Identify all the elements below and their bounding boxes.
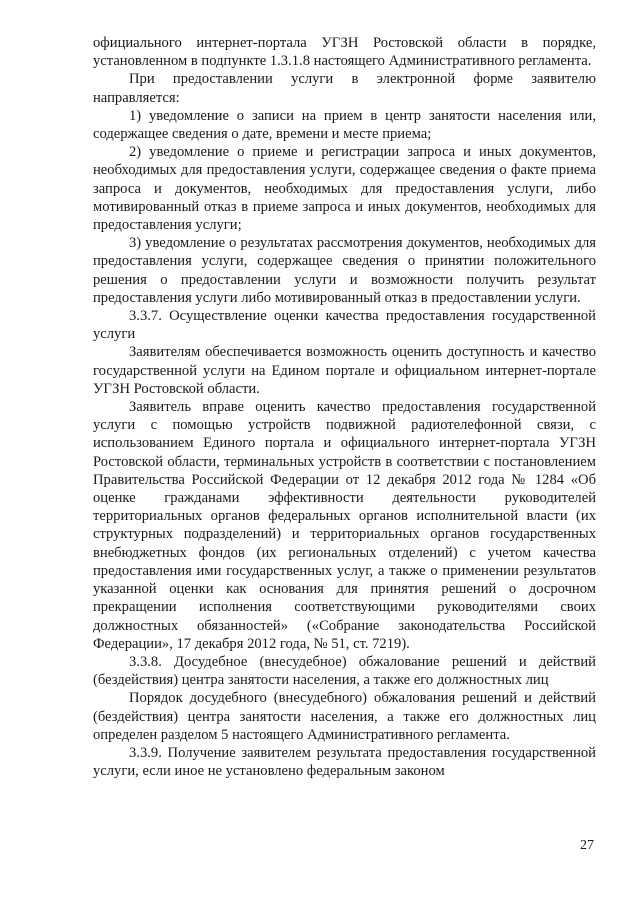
paragraph-2: При предоставлении услуги в электронной форме заявителю направляется:: [93, 71, 596, 106]
page-number: 27: [580, 838, 594, 853]
paragraph-8: Заявитель вправе оценить качество предоставления государственной услуги с помощью устройств подвижной радиотелефонной связи, с использованием Единого портала и официального интернет-портала УГЗН Ростовской области, терминальных устройств в соответствии с постановлением Правительства Российской Федерации от 12 декабря 2012 года № 1284 «Об оценке гражданами эффективности деятельности руководителей территориальных органов федеральных органов исполнительной власти (их структурных подразделений) и территориальных органов государственных внебюджетных фондов (их региональных отделений) с учетом качества предоставления ими государственных услуг, а также о применении результатов указанной оценки как основания для принятия решений о досрочном прекращении исполнения соответствующими руководителями своих должностных обязанностей» («Собрание законодательства Российской Федерации», 17 декабря 2012 года, № 51, ст. 7219).: [93, 399, 596, 652]
section-heading-3-3-8: 3.3.8. Досудебное (внесудебное) обжалование решений и действий (бездействия) центра занятости населения, а также его должностных лиц: [93, 653, 596, 689]
paragraph-3: 1) уведомление о записи на прием в центр занятости населения или, содержащее сведения о дате, времени и месте приема;: [93, 107, 596, 143]
section-heading-3-3-9: 3.3.9. Получение заявителем результата предоставления государственной услуги, если иное не установлено федеральным законом: [93, 744, 596, 780]
section-heading-3-3-7: 3.3.7. Осуществление оценки качества предоставления государственной услуги: [93, 308, 596, 343]
document-body: [93, 34, 596, 780]
paragraph-4: 2) уведомление о приеме и регистрации запроса и иных документов, необходимых для предоставления услуги, содержащее сведения о факте приема запроса и документов, необходимых для предоставления услуги, либо мотивированный отказ в приеме запроса и иных документов, необходимых для предоставления услуги;: [93, 144, 596, 234]
paragraph-1: официального интернет-портала УГЗН Ростовской области в порядке, установленном в подпункте 1.3.1.8 настоящего Административного регламента.: [93, 35, 596, 70]
paragraph-7: Заявителям обеспечивается возможность оценить доступность и качество государственной услуги на Едином портале и официальном интернет-портале УГЗН Ростовской области.: [93, 344, 596, 397]
paragraph-5: 3) уведомление о результатах рассмотрения документов, необходимых для предоставления услуги, содержащее сведения о принятии положительного решения о предоставлении услуги и возможности получить результат предоставления услуги либо мотивированный отказ в предоставлении услуги.: [93, 235, 596, 306]
paragraph-10: Порядок досудебного (внесудебного) обжалования решений и действий (бездействия) центра занятости населения, а также его должностных лиц определен разделом 5 настоящего Административного регламента.: [93, 690, 596, 743]
